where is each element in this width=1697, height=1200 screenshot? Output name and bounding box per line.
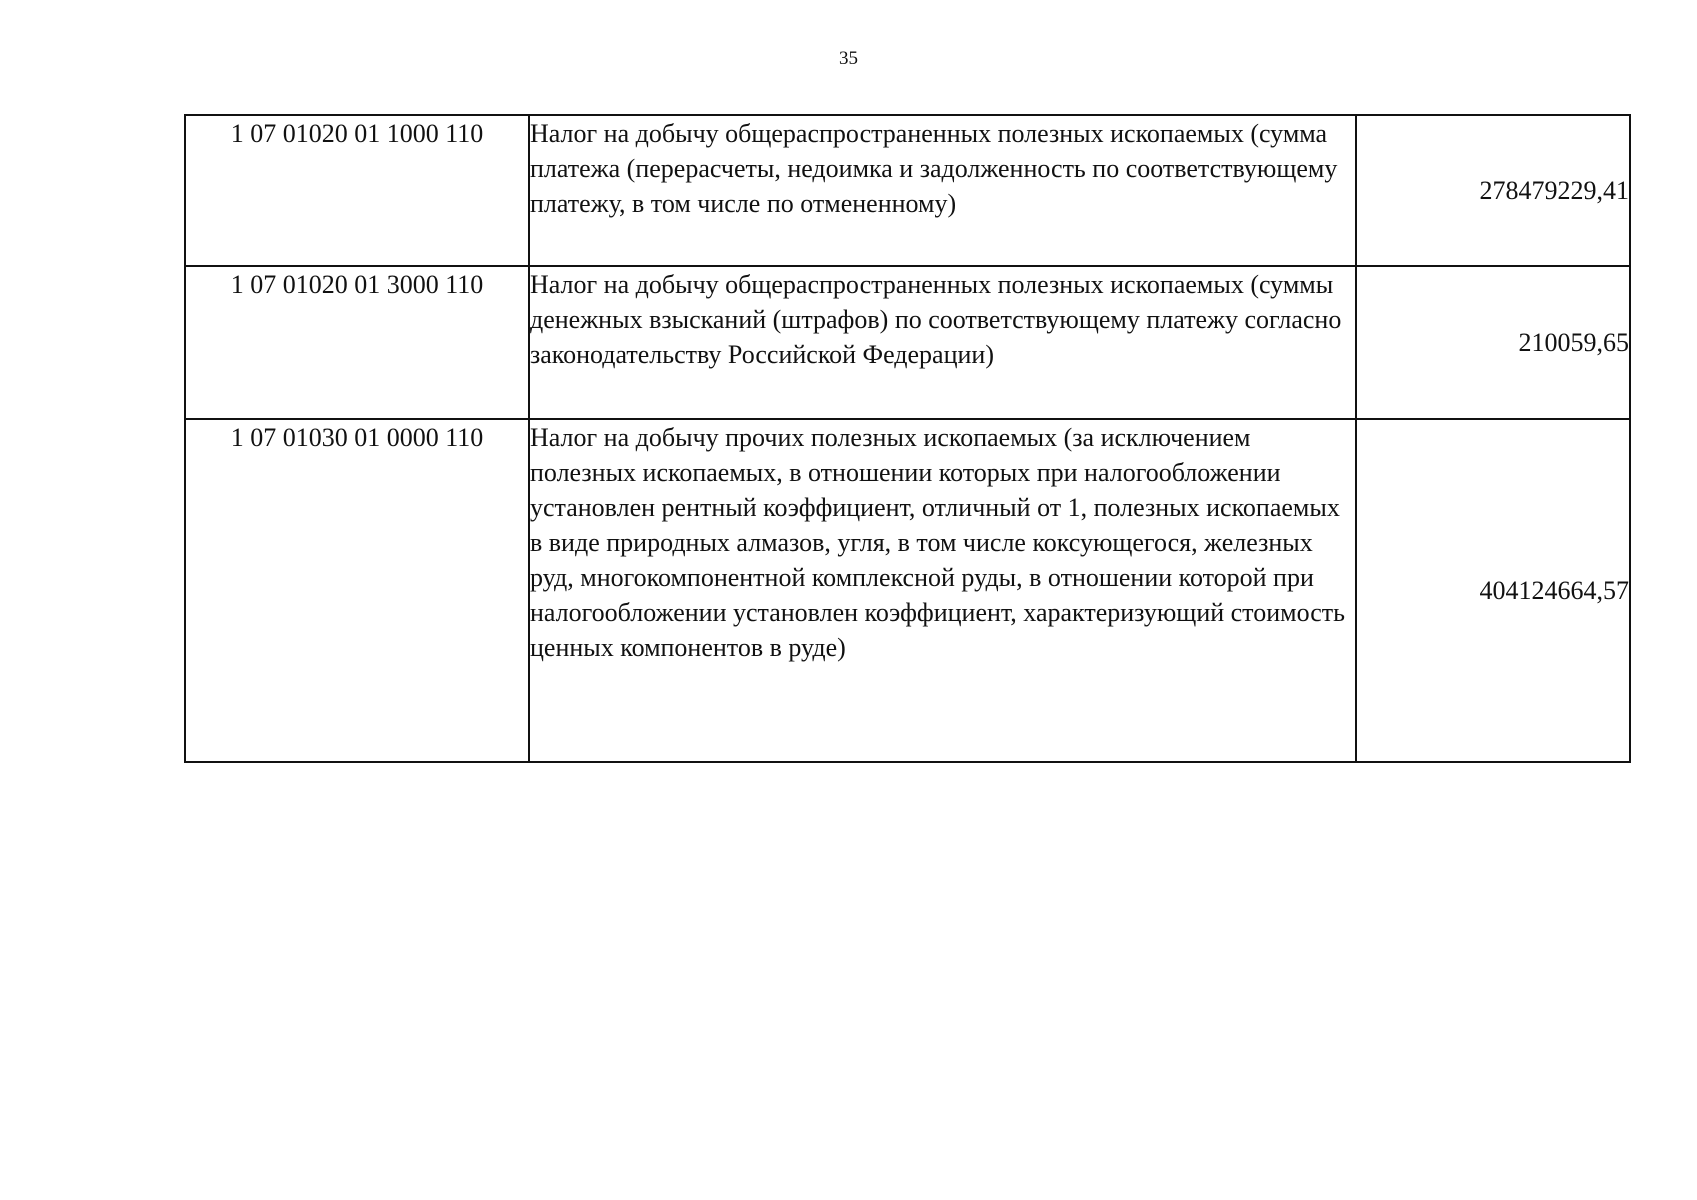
table-row (185, 419, 1630, 762)
amount-cell: 278479229,41 (1356, 115, 1630, 266)
revenue-name-cell: Налог на добычу прочих полезных ископаемых (за исключением полезных ископаемых, в отношении которых при налогообложении установлен рентный коэффициент, отличный от 1, полезных ископаемых в виде природных алмазов, угля, в том числе коксующегося, железных руд, многокомпонентной комплексной руды, в отношении которой при налогообложении установлен коэффициент, характеризующий стоимость ценных компонентов в руде) (529, 419, 1356, 762)
budget-code-cell: 1 07 01020 01 1000 110 (185, 115, 529, 266)
amount-cell: 210059,65 (1356, 266, 1630, 419)
revenue-name-cell: Налог на добычу общераспространенных полезных ископаемых (сумма платежа (перерасчеты, недоимка и задолженность по соответствующему платежу, в том числе по отмененному) (529, 115, 1356, 266)
amount-cell: 404124664,57 (1356, 419, 1630, 762)
page-number: 35 (839, 48, 858, 69)
budget-code-cell: 1 07 01020 01 3000 110 (185, 266, 529, 419)
revenue-table (184, 114, 1631, 763)
revenue-name-cell: Налог на добычу общераспространенных полезных ископаемых (суммы денежных взысканий (штрафов) по соответствующему платежу согласно законодательству Российской Федерации) (529, 266, 1356, 419)
table-row (185, 115, 1630, 266)
table-row (185, 266, 1630, 419)
budget-code-cell: 1 07 01030 01 0000 110 (185, 419, 529, 762)
